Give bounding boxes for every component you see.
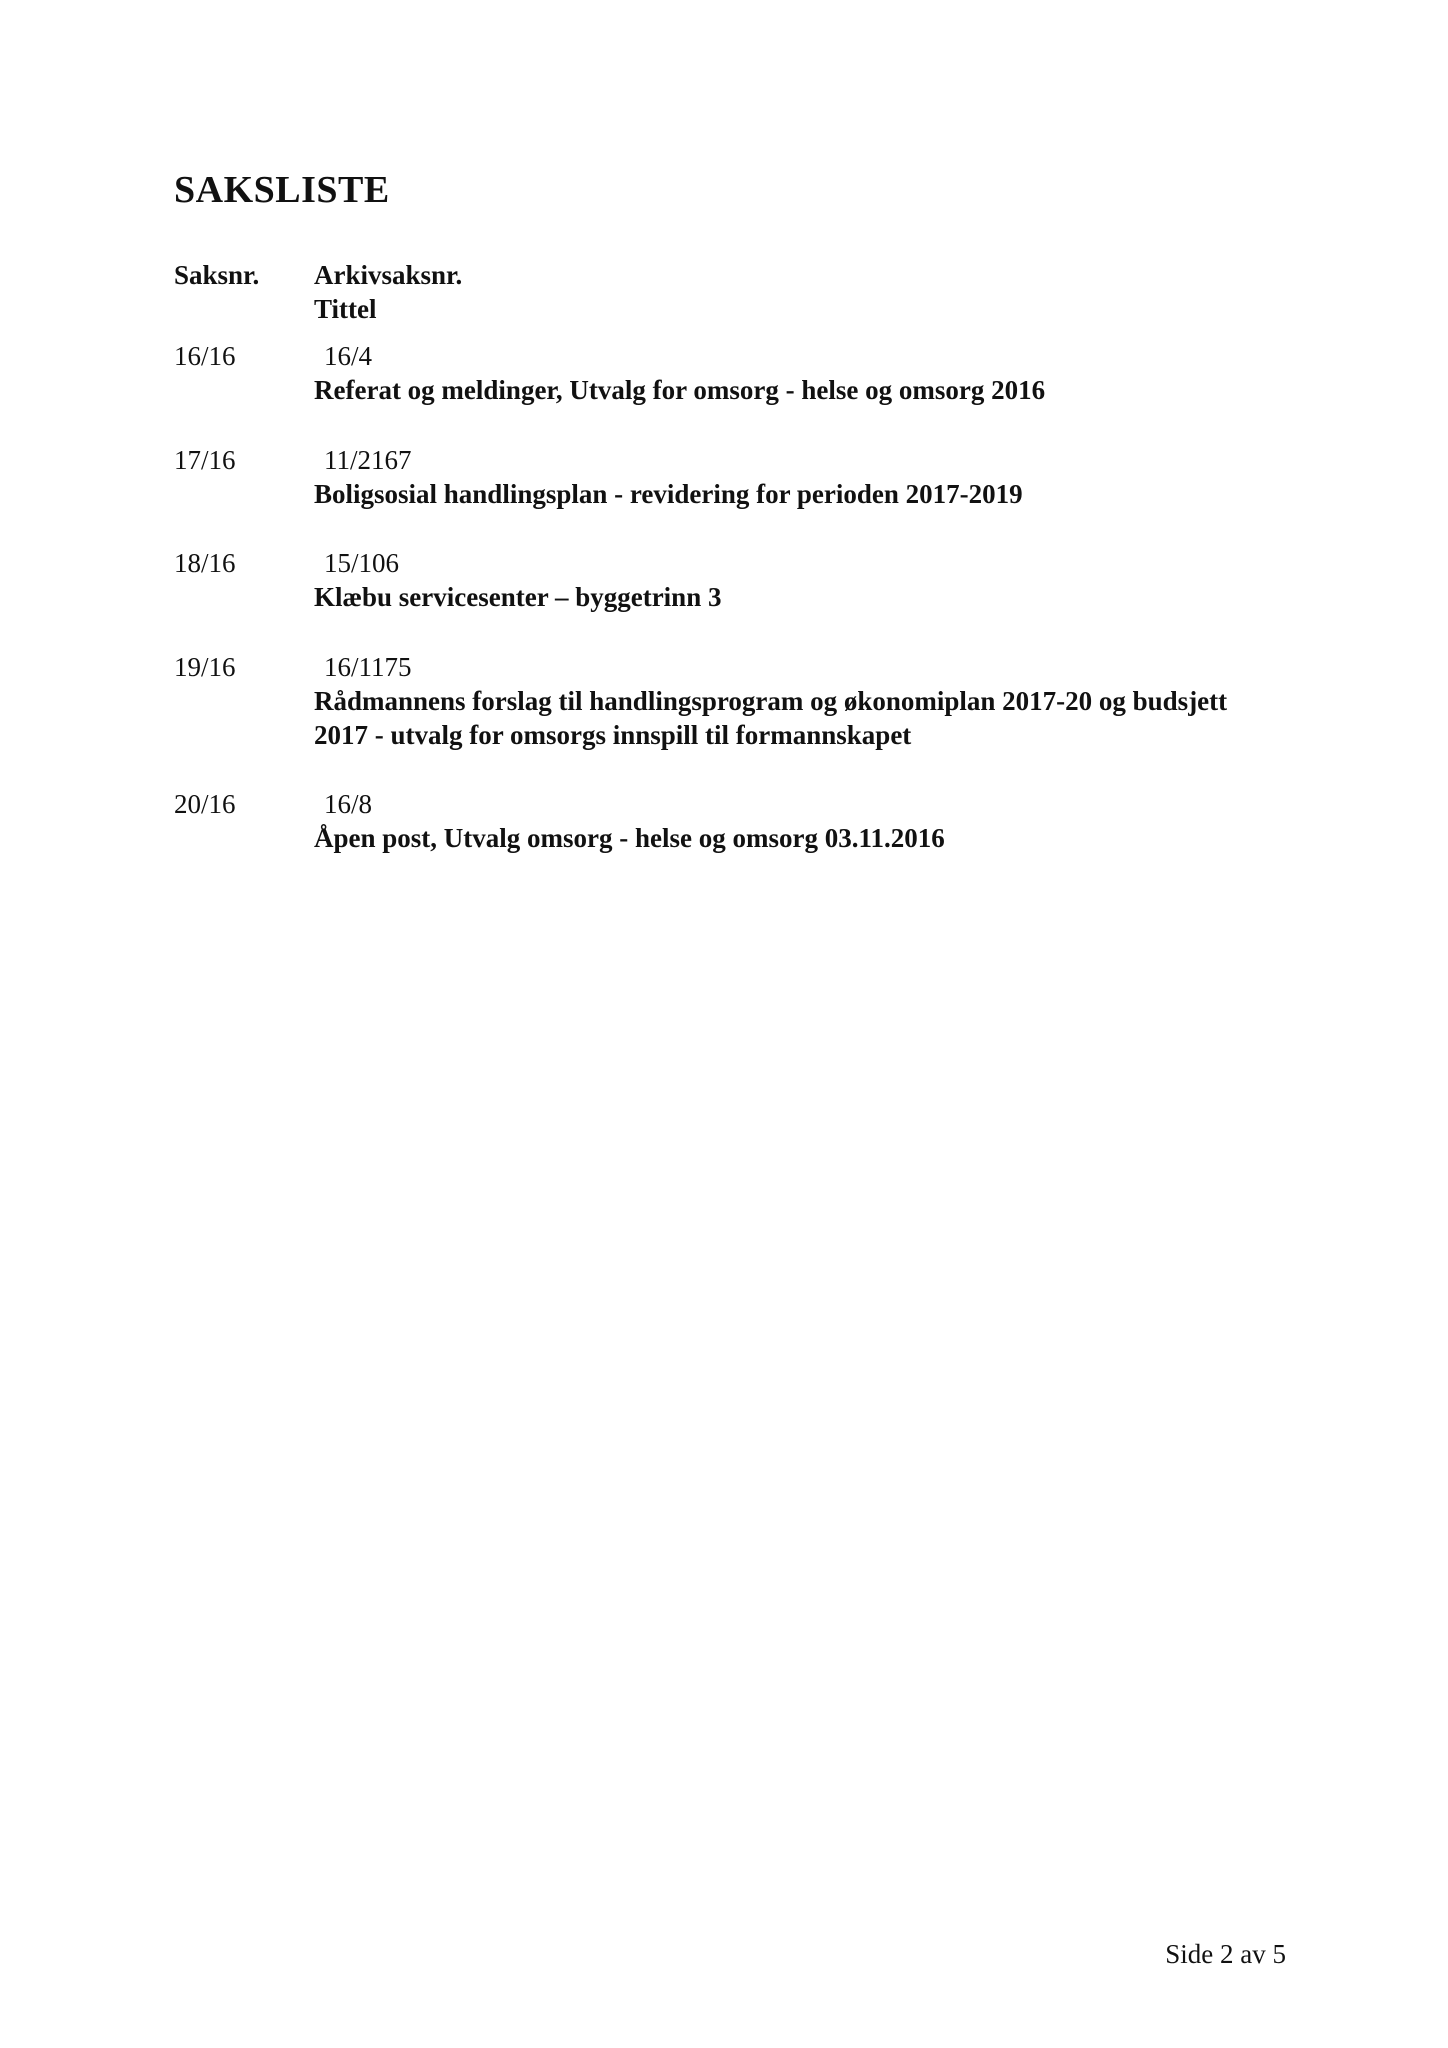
header-saksnr: Saksnr. — [174, 260, 260, 290]
case-arkivsaksnr: 11/2167 — [324, 445, 412, 475]
case-saksnr: 19/16 — [174, 652, 236, 682]
case-title-link[interactable]: Boligsosial handlingsplan - revidering for perioden 2017-2019 — [314, 479, 1023, 509]
case-saksnr: 17/16 — [174, 445, 236, 475]
case-saksnr: 20/16 — [174, 789, 236, 819]
page-number: Side 2 av 5 — [1165, 1939, 1286, 1969]
case-saksnr: 18/16 — [174, 548, 236, 578]
case-arkivsaksnr: 16/8 — [324, 789, 373, 819]
header-tittel: Tittel — [314, 294, 377, 324]
case-title-link[interactable]: Klæbu servicesenter – byggetrinn 3 — [314, 582, 722, 612]
header-arkivsaksnr: Arkivsaksnr. — [314, 260, 463, 290]
case-arkivsaksnr: 16/4 — [324, 341, 373, 371]
case-saksnr: 16/16 — [174, 341, 236, 371]
case-title-link[interactable]: Rådmannens forslag til handlingsprogram og økonomiplan 2017-20 og budsjett 2017 - utvalg for omsorgs innspill til formannskapet — [314, 686, 1228, 750]
case-arkivsaksnr: 15/106 — [324, 548, 400, 578]
case-arkivsaksnr: 16/1175 — [324, 652, 412, 682]
page-title: SAKSLISTE — [174, 169, 390, 211]
case-title-link[interactable]: Åpen post, Utvalg omsorg - helse og omsorg 03.11.2016 — [314, 823, 945, 853]
case-title-link[interactable]: Referat og meldinger, Utvalg for omsorg - helse og omsorg 2016 — [314, 375, 1046, 405]
